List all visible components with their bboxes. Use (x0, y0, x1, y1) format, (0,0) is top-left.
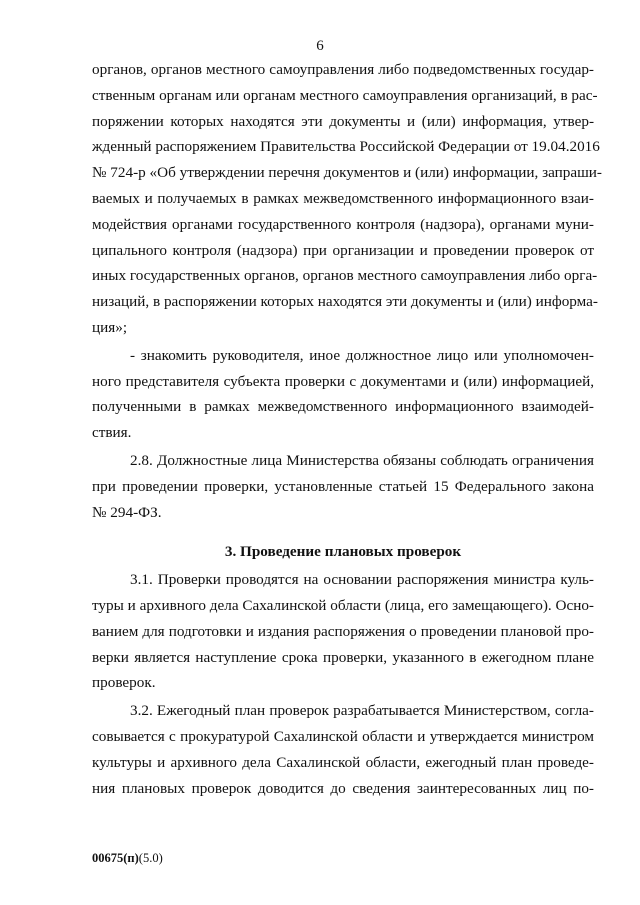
paragraph-3-2 (92, 698, 594, 801)
document-code-footer (92, 851, 163, 866)
paragraph-3-1 (92, 567, 594, 696)
text-line: 3.1. Проверки проводятся на основании распоряжения министра куль- (130, 571, 594, 589)
paragraph-dash-item (92, 343, 594, 446)
text-line: туры и архивного дела Сахалинской области (лица, его замещающего). Осно- (92, 596, 594, 614)
document-body (92, 57, 602, 801)
page-number: 6 (316, 38, 324, 54)
text-line: совывается с прокуратурой Сахалинской области и утверждается министром (92, 727, 594, 745)
text-line: верки является наступление срока проверки, указанного в ежегодном плане (92, 648, 594, 666)
text-line: иных государственных органов, органов местного самоуправления либо орга- (92, 267, 598, 285)
text-line: 2.8. Должностные лица Министерства обязаны соблюдать ограничения (130, 451, 594, 469)
text-line: № 724-р «Об утверждении перечня документов и (или) информации, запраши- (92, 164, 602, 182)
text-line: ственным органам или органам местного самоуправления организаций, в рас- (92, 86, 598, 104)
footer-code: 00675(п) (92, 851, 139, 865)
paragraph-continuation (92, 57, 602, 341)
section-heading: 3. Проведение плановых проверок (224, 543, 462, 561)
text-line: жденный распоряжением Правительства Российской Федерации от 19.04.2016 (92, 138, 600, 156)
text-line: 3.2. Ежегодный план проверок разрабатывается Министерством, согла- (130, 702, 594, 720)
text-line: проверок. (92, 674, 156, 692)
text-line: ванием для подготовки и издания распоряжения о проведении плановой про- (92, 622, 594, 640)
text-line: модействия органами государственного контроля (надзора), органами муни- (92, 215, 594, 233)
text-line: низаций, в распоряжении которых находятся эти документы и (или) информа- (92, 293, 598, 311)
text-line: ципального контроля (надзора) при организации и проведении проверок от (92, 241, 594, 259)
paragraph-2-8 (92, 448, 594, 525)
text-line: ния плановых проверок доводится до сведения заинтересованных лиц по- (92, 779, 594, 797)
text-line: поряжении которых находятся эти документы и (или) информация, утвер- (92, 112, 594, 130)
text-line: - знакомить руководителя, иное должностное лицо или уполномочен- (130, 346, 594, 364)
text-line: № 294-ФЗ. (92, 503, 162, 521)
text-line: ного представителя субъекта проверки с документами и (или) информацией, (92, 372, 594, 390)
text-line: ция»; (92, 318, 128, 336)
text-line: полученными в рамках межведомственного информационного взаимодей- (92, 398, 594, 416)
footer-version: (5.0) (138, 851, 163, 865)
text-line: ствия. (92, 424, 132, 442)
text-line: ваемых и получаемых в рамках межведомственного информационного взаи- (92, 189, 594, 207)
text-line: органов, органов местного самоуправления либо подведомственных государ- (92, 61, 594, 78)
text-line: при проведении проверки, установленные статьей 15 Федерального закона (92, 477, 594, 495)
text-line: культуры и архивного дела Сахалинской области, ежегодный план проведе- (92, 753, 594, 771)
